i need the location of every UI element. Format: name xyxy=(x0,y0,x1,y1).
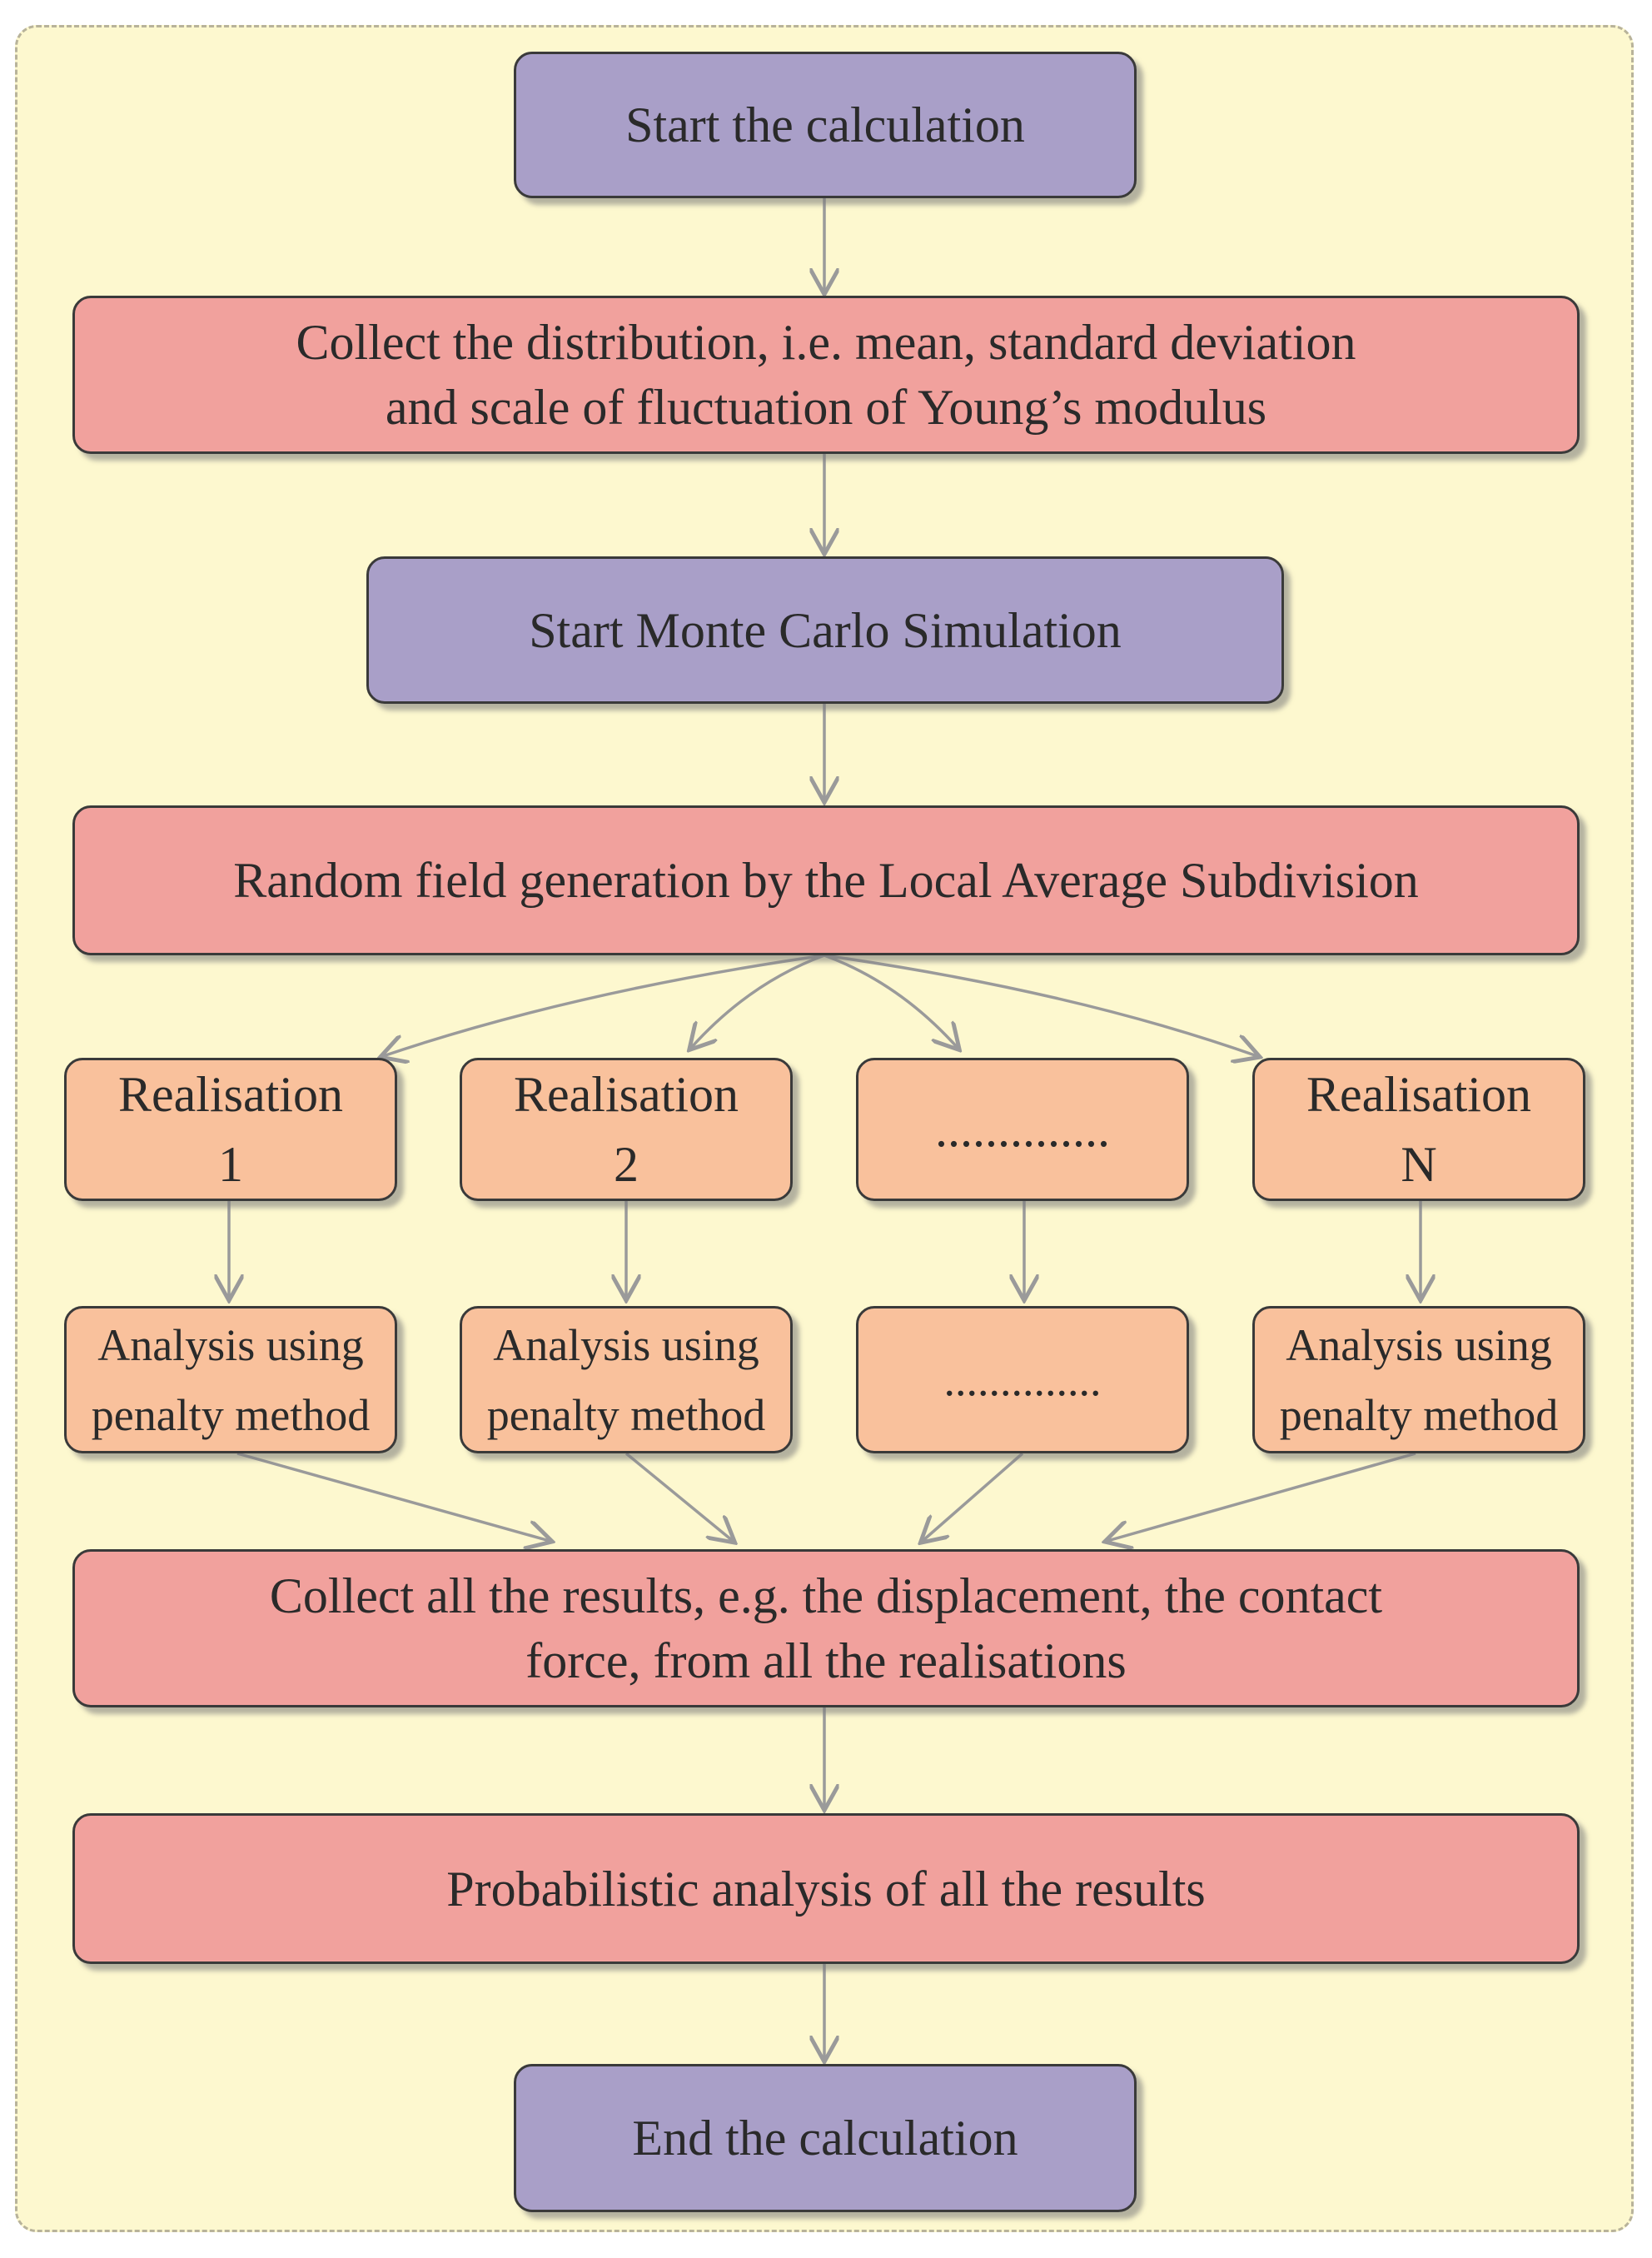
analysis-2-node: Analysis using penalty method xyxy=(460,1306,793,1453)
realisation-1-node: Realisation 1 xyxy=(64,1058,397,1201)
analysis-ellipsis-node: .............. xyxy=(856,1306,1189,1453)
collect-results-node: Collect all the results, e.g. the displacement, the contact force, from all the realisations xyxy=(72,1549,1580,1707)
arrow-analysis-dots-to-collect xyxy=(923,1453,1023,1541)
arrow-analysis-1-to-collect xyxy=(237,1453,550,1541)
collect-distribution-node: Collect the distribution, i.e. mean, standard deviation and scale of fluctuation of Young’s modulus xyxy=(72,296,1580,454)
random-field-node: Random field generation by the Local Average Subdivision xyxy=(72,805,1580,955)
realisation-n-node: Realisation N xyxy=(1252,1058,1585,1201)
realisation-ellipsis-node: .............. xyxy=(856,1058,1189,1201)
analysis-1-node: Analysis using penalty method xyxy=(64,1306,397,1453)
arrow-analysis-n-to-collect xyxy=(1107,1453,1416,1541)
realisation-2-node: Realisation 2 xyxy=(460,1058,793,1201)
end-node: End the calculation xyxy=(514,2064,1137,2212)
arrow-field-to-realisation-n xyxy=(824,955,1257,1056)
analysis-n-node: Analysis using penalty method xyxy=(1252,1306,1585,1453)
arrow-analysis-2-to-collect xyxy=(626,1453,733,1541)
start-monte-carlo-node: Start Monte Carlo Simulation xyxy=(366,556,1284,704)
probabilistic-analysis-node: Probabilistic analysis of all the results xyxy=(72,1813,1580,1964)
arrow-field-to-realisation-1 xyxy=(383,955,824,1056)
arrow-field-to-realisation-2 xyxy=(691,955,824,1048)
start-node: Start the calculation xyxy=(514,52,1137,198)
arrow-field-to-realisation-dots xyxy=(824,955,958,1048)
